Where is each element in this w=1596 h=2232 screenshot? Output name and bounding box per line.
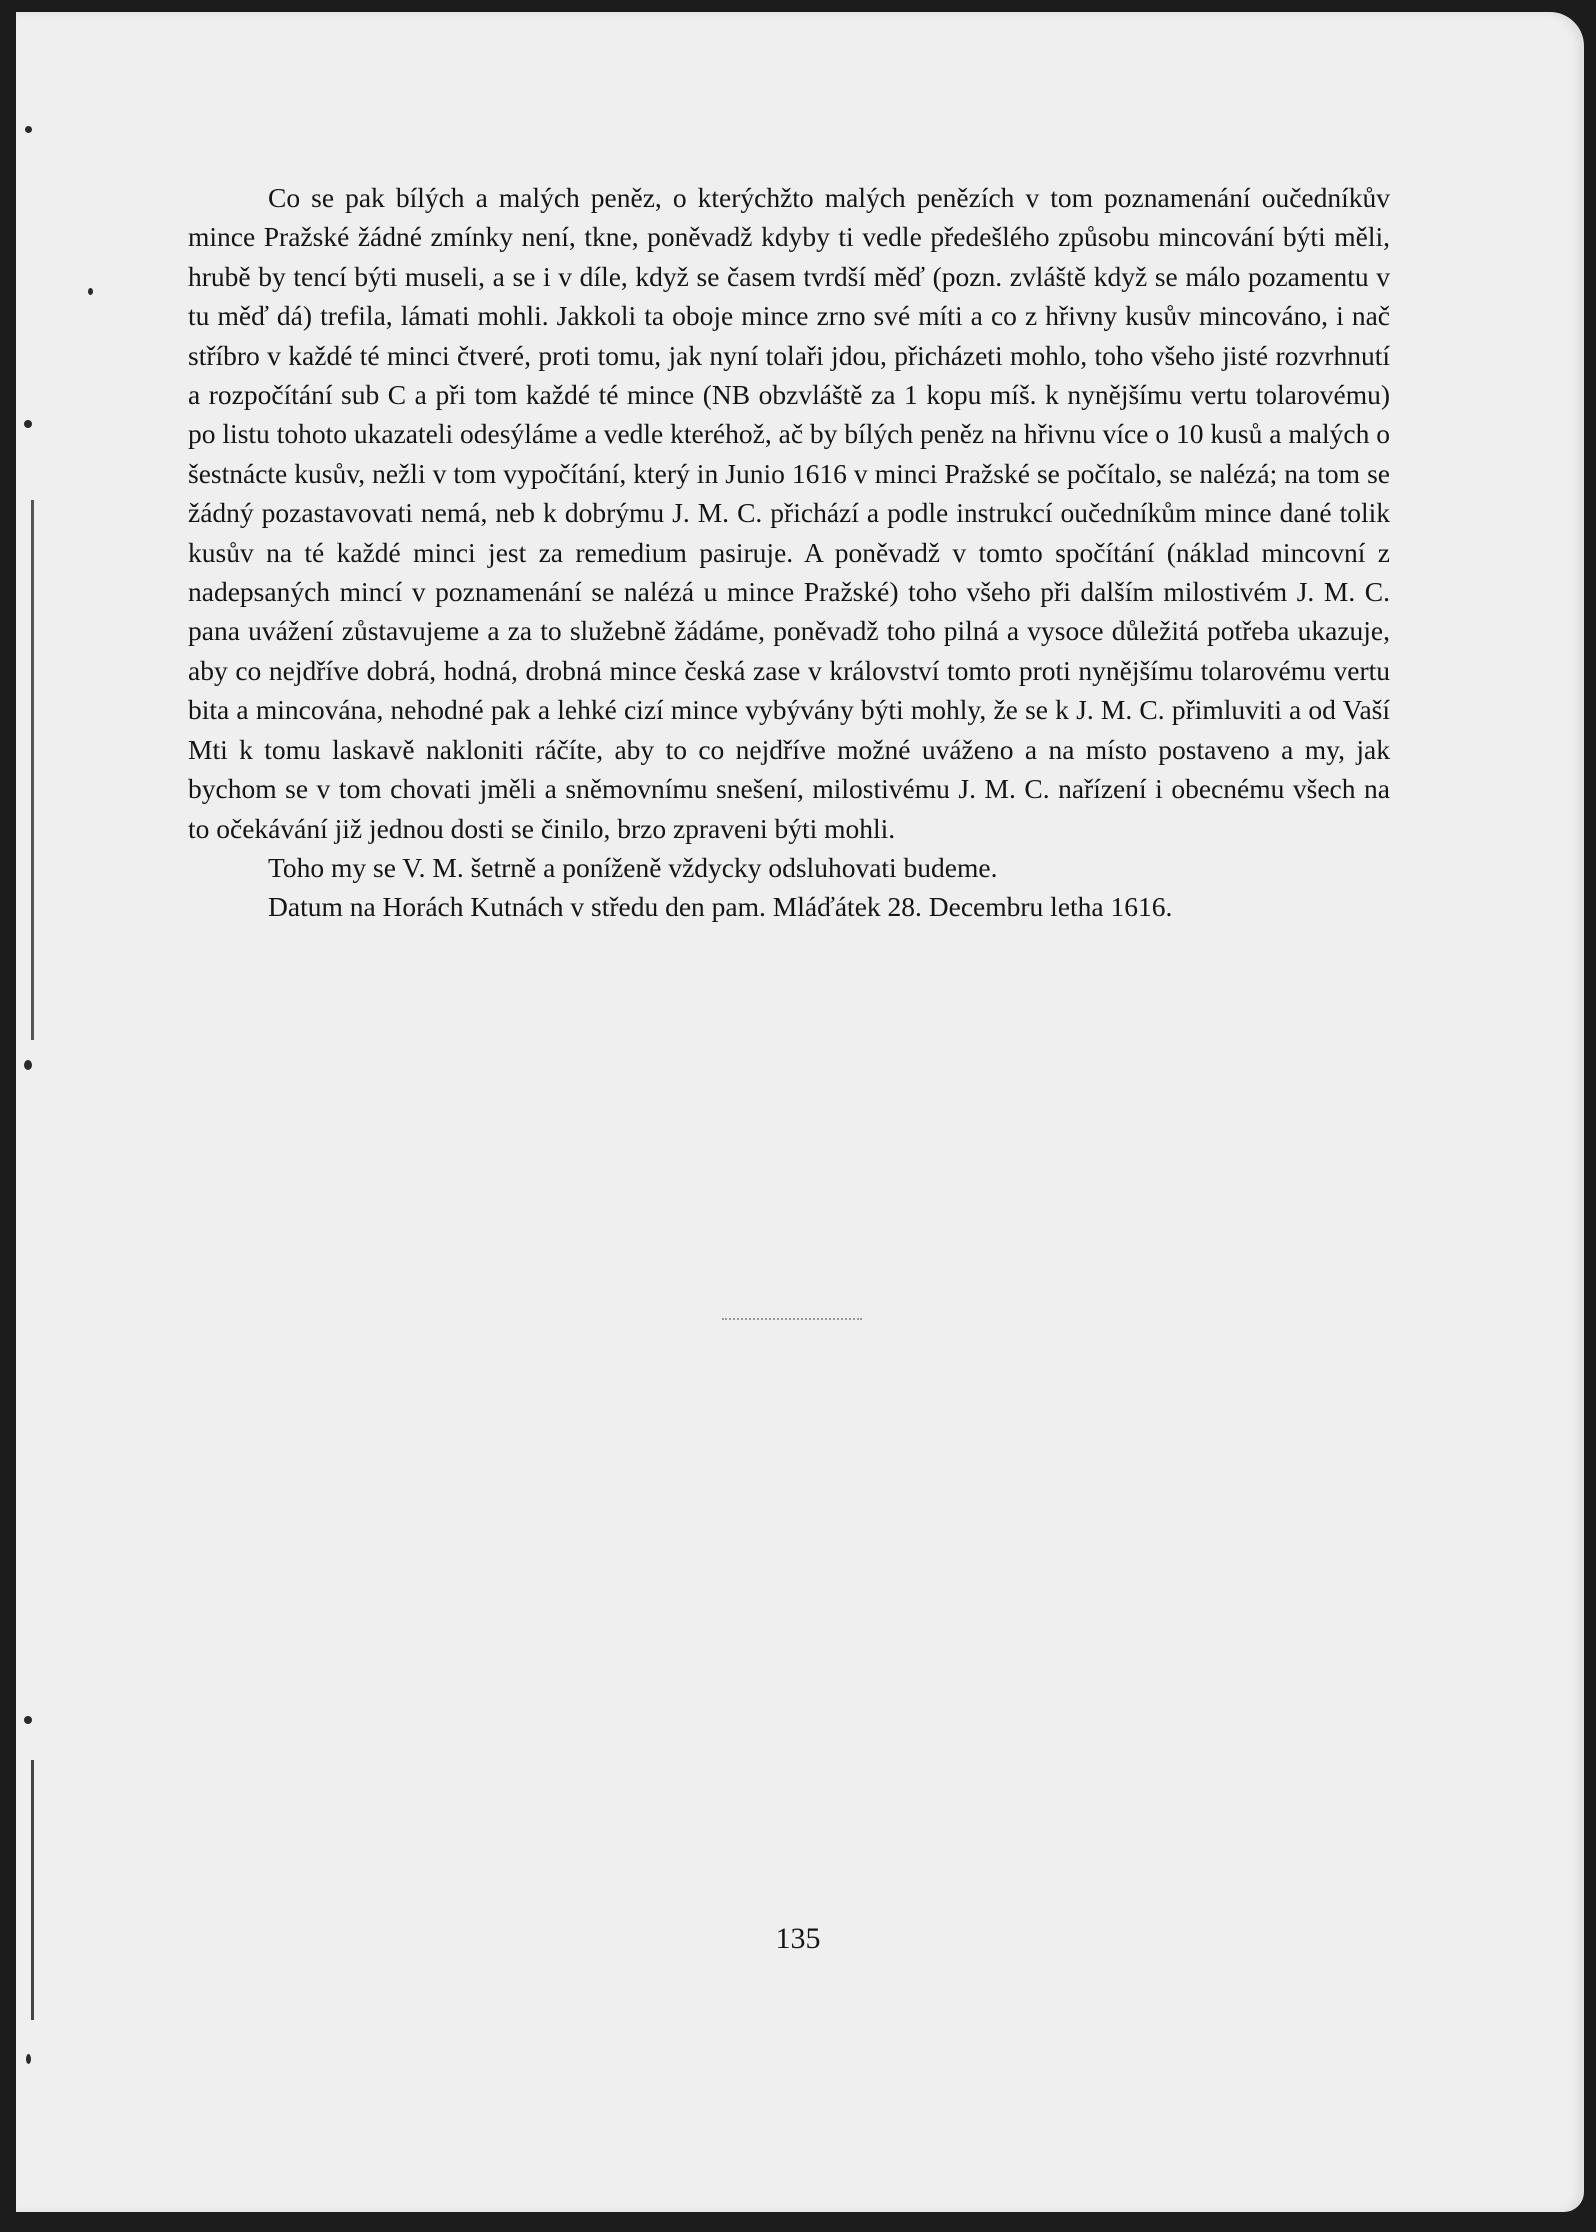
margin-dot <box>24 420 32 428</box>
body-text <box>188 178 1390 927</box>
margin-dot <box>26 2054 31 2064</box>
margin-line <box>31 500 34 1040</box>
margin-dot <box>24 1716 32 1724</box>
margin-dot <box>25 126 32 133</box>
margin-dot <box>88 288 93 295</box>
margin-line <box>31 1760 34 2020</box>
separator-dots <box>722 1318 862 1320</box>
margin-dot <box>24 1060 32 1070</box>
paragraph-date: Datum na Horách Kutnách v středu den pam. Mláďátek 28. Decembru letha 1616. <box>268 891 1173 923</box>
page-number: 135 <box>775 1922 821 1955</box>
paragraph-closing: Toho my se V. M. šetrně a poníženě vždycky odsluhovati budeme. <box>268 851 998 883</box>
paragraph-main: Co se pak bílých a malých peněz, o kterýchžto malých penězích v tom poznamenání oučedníkův mince Pražské žádné zmínky není, tkne, poněvadž kdyby ti vedle předešlého způsobu mincování býti měli, hrubě by tencí býti museli, a se i v díle, když se časem tvrdší měď (pozn. zvláště když se málo pozamentu v tu měď dá) trefila, lámati mohli. Jakkoli ta oboje mince zrno své míti a co z hřivny kusův mincováno, i nač stříbro v každé té minci čtveré, proti tomu, jak nyní tolaři jdou, přicházeti mohlo, toho všeho jisté rozvrhnutí a rozpočítání sub C a při tom každé té mince (NB obzvláště za 1 kopu míš. k nynějšímu vertu tolarovému) po listu tohoto ukazateli odesýláme a vedle kteréhož, ač by bílých peněz na hřivnu více o 10 kusů a malých o šestnácte kusův, nežli v tom vypočítání, který in Junio 1616 v minci Pražské se počítalo, se nalézá; na tom se žádný pozastavovati nemá, neb k dobrýmu J. M. C. přichází a podle instrukcí oučedníkům mince dané tolik kusův na té každé minci jest za remedium pasiruje. A poněvadž v tomto spočítání (náklad mincovní z nadepsaných mincí v poznamenání se nalézá u mince Pražské) toho všeho při dalším milostivém J. M. C. pana uvážení zůstavujeme a za to služebně žádáme, poněvadž toho pilná a vysoce důležitá potřeba ukazuje, aby co nejdříve dobrá, hodná, drobná mince česká zase v království tomto proti nynějšímu tolarovému vertu bita a mincována, nehodné pak a lehké cizí mince vybývány býti mohly, že se k J. M. C. přimluviti a od Vaší Mti k tomu laskavě nakloniti ráčíte, aby to co nejdříve možné uváženo a na místo postaveno a my, jak bychom se v tom chovati jměli a sněmovnímu snešení, milostivému J. M. C. nařízení i obecnému všech na to očekávání již jednou dosti se činilo, brzo zpraveni býti mohli. <box>188 182 1390 844</box>
